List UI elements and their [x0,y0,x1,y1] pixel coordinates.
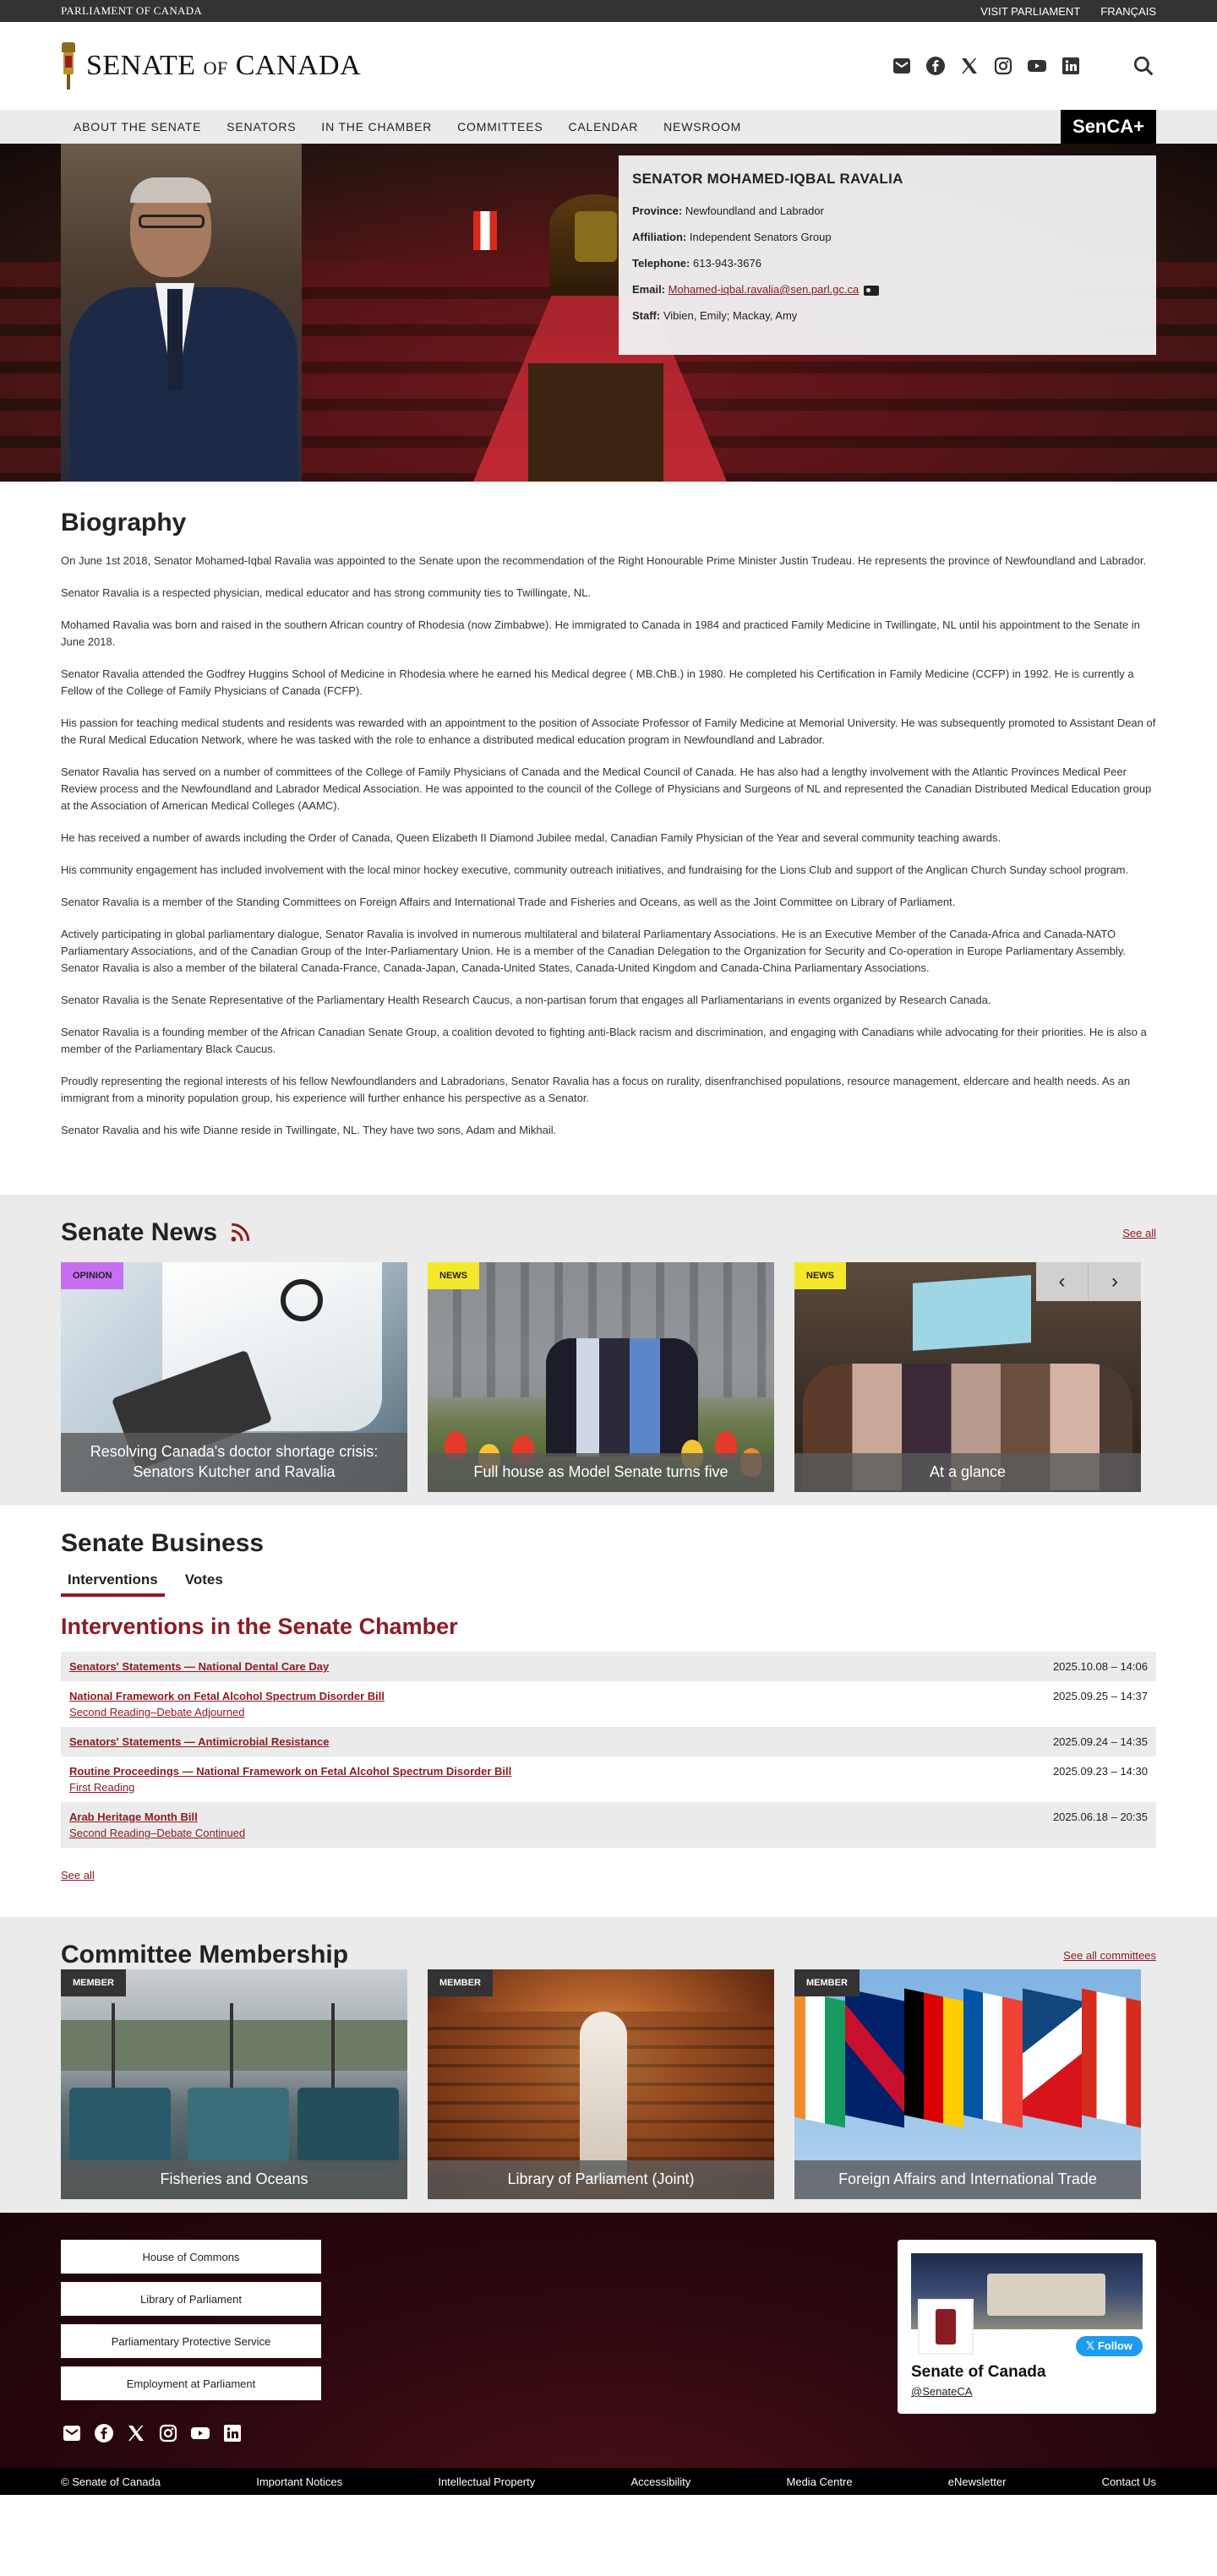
senca-plus-button[interactable]: SenCA+ [1061,110,1156,144]
parliament-label[interactable]: PARLIAMENT OF CANADA [61,4,203,17]
logo-word-senate: SENATE [86,50,196,81]
news-caption: Full house as Model Senate turns five [428,1453,774,1492]
bio-paragraph: Senator Ravalia attended the Godfrey Huggins School of Medicine in Rhodesia where he earned his Medical degree ( MB.ChB.) in 1980. He completed his Certification in Family Medicine (CCFP) in 1992. He is currently a Fellow of the College of Family Physicians of Canada (FCFP). [61,667,1134,697]
carousel-prev-icon[interactable]: ‹ [1036,1262,1089,1301]
logo-word-of: OF [203,57,228,79]
bio-paragraph: Proudly representing the regional interests of his fellow Newfoundlanders and Labradorians, Senator Ravalia has a focus on rurality, disenfranchised populations, resource management, eldercare and health needs. As an immigrant from a minority population group, his experience will further enhance his perspective as a Senator. [61,1075,1131,1104]
news-card[interactable] [428,1262,774,1492]
committee-membership-section [0,1917,1217,2213]
committee-caption: Fisheries and Oceans [61,2160,407,2199]
interventions-see-all-link[interactable]: See all [61,1869,95,1882]
senate-avatar [918,2299,974,2355]
senate-business-section [0,1506,1217,1917]
footer-link-house-of-commons[interactable]: House of Commons [61,2240,321,2274]
news-see-all-link[interactable]: See all [1122,1226,1156,1239]
footer-link-employment[interactable]: Employment at Parliament [61,2366,321,2400]
main-nav [0,110,1217,144]
intervention-link[interactable]: Senators' Statements — Antimicrobial Resistance [69,1735,330,1748]
news-caption: Resolving Canada's doctor shortage crisis: Senators Kutcher and Ravalia [61,1433,407,1492]
twitter-profile-card [898,2240,1156,2414]
senator-affiliation: Affiliation: Independent Senators Group [632,231,832,243]
news-carousel [61,1262,1156,1492]
intervention-date: 2025.09.23 – 14:30 [1052,1765,1148,1778]
chamber-table-image [528,363,663,482]
bio-paragraph: His community engagement has included involvement with the local minor hockey executive, community outreach initiatives, and fundraising for the Lions Club and support of the Anglican Church Sunday school program. [61,863,1129,876]
news-caption: At a glance [794,1453,1141,1492]
news-tag: OPINION [61,1262,123,1289]
intellectual-property-link[interactable]: Intellectual Property [438,2475,536,2488]
youtube-icon[interactable] [1026,55,1048,77]
senator-info-card [619,155,1156,355]
bio-paragraph: Senator Ravalia is a founding member of the African Canadian Senate Group, a coalition devoted to fighting anti-Black racism and discrimination, and engaging with Canadians while advocating for their priorities. He is also a member of the Parliamentary Black Caucus. [61,1026,1147,1055]
interventions-subtitle: Interventions in the Senate Chamber [61,1614,458,1639]
carousel-controls [1036,1262,1141,1301]
senator-name: SENATOR MOHAMED-IQBAL RAVALIA [632,171,903,187]
contact-us-link[interactable]: Contact Us [1101,2475,1156,2488]
twitter-handle-link[interactable]: @SenateCA [911,2385,973,2398]
logo-wordmark [86,50,361,82]
interventions-list [61,1652,1156,1848]
twitter-account-name: Senate of Canada [911,2363,1046,2381]
intervention-stage-link[interactable]: First Reading [69,1781,135,1794]
youtube-icon[interactable] [189,2422,211,2444]
footer-social-icons [61,2422,321,2444]
list-item [61,1756,1156,1802]
committee-caption: Foreign Affairs and International Trade [794,2160,1141,2199]
twitter-follow-button[interactable]: 𝕏 Follow [1076,2336,1143,2356]
tab-interventions[interactable]: Interventions [61,1571,165,1597]
bio-paragraph: Senator Ravalia is a member of the Standing Committees on Foreign Affairs and International Trade and Fisheries and Oceans, as well as the Joint Committee on Library of Parliament. [61,896,956,908]
senate-news-section [0,1195,1217,1506]
parliament-topbar [0,0,1217,22]
email-icon[interactable] [891,55,913,77]
facebook-icon[interactable] [93,2422,115,2444]
social-icons [891,53,1156,79]
intervention-link[interactable]: National Framework on Fetal Alcohol Spectrum Disorder Bill [69,1690,385,1702]
senator-portrait [61,144,302,482]
committee-membership-title: Committee Membership [61,1941,349,1969]
senator-province: Province: Newfoundland and Labrador [632,204,824,217]
carousel-next-icon[interactable]: › [1089,1262,1141,1301]
intervention-date: 2025.09.25 – 14:37 [1052,1690,1148,1702]
intervention-date: 2025.10.08 – 14:06 [1052,1660,1148,1673]
linkedin-icon[interactable] [221,2422,243,2444]
linkedin-icon[interactable] [1060,55,1082,77]
vcard-icon[interactable] [864,286,879,296]
footer-link-library-of-parliament[interactable]: Library of Parliament [61,2282,321,2316]
senate-news-title: Senate News [61,1218,218,1246]
senator-staff: Staff: Vibien, Emily; Mackay, Amy [632,309,798,322]
intervention-link[interactable]: Arab Heritage Month Bill [69,1811,198,1823]
instagram-icon[interactable] [992,55,1014,77]
footer-link-protective-service[interactable]: Parliamentary Protective Service [61,2324,321,2358]
nav-newsroom[interactable]: NEWSROOM [663,120,742,133]
committee-caption: Library of Parliament (Joint) [428,2160,774,2199]
intervention-stage-link[interactable]: Second Reading–Debate Continued [69,1827,246,1839]
bio-paragraph: Senator Ravalia is the Senate Representative of the Parliamentary Health Research Caucus, a non-partisan forum that engages all Parliamentarians in events organized by Research Canada. [61,994,991,1006]
news-card[interactable] [794,1262,1141,1492]
senator-telephone: Telephone: 613-943-3676 [632,257,761,270]
news-tag: NEWS [794,1262,846,1289]
bio-paragraph: On June 1st 2018, Senator Mohamed-Iqbal Ravalia was appointed to the Senate upon the recommendation of the Right Honourable Prime Minister Justin Trudeau. He represents the province of Newfoundland and Labrador. [61,554,1147,567]
member-tag: MEMBER [794,1969,860,1996]
committee-card[interactable] [428,1969,774,2199]
news-tag: NEWS [428,1262,479,1289]
canada-flag-image [473,211,497,250]
x-twitter-icon[interactable] [958,55,980,77]
media-centre-link[interactable]: Media Centre [786,2475,853,2488]
bio-paragraph: Senator Ravalia is a respected physician, medical educator and has strong community ties to Twillingate, NL. [61,586,591,599]
bio-paragraph: Senator Ravalia has served on a number of committees of the College of Family Physicians of Canada and the Medical Council of Canada. He has also had a lengthy involvement with the Atlantic Provinces Medical Peer Review process and the Newfoundland and Labrador Medical Association. He was appointed to the council of the College of Physicians and Surgeons of NL and represented the Canadian Distributed Medical Education group at the Association of American Medical Colleges (AAMC). [61,765,1152,812]
committee-card[interactable] [61,1969,407,2199]
nav-in-the-chamber[interactable]: IN THE CHAMBER [321,120,433,133]
intervention-stage-link[interactable]: Second Reading–Debate Adjourned [69,1706,245,1718]
intervention-link[interactable]: Routine Proceedings — National Framework on Fetal Alcohol Spectrum Disorder Bill [69,1765,512,1778]
list-item [61,1681,1156,1727]
bio-paragraph: Actively participating in global parliamentary dialogue, Senator Ravalia is involved in numerous multilateral and bilateral Parliamentary Associations. He is an Executive Member of the Canada-Africa and Canada-NATO Parliamentary Associations, and of the Canadian Group of the Inter-Parliamentary Union. He is a member of the Canadian Delegation to the Organization for Security and Co-operation in Europe Parliamentary Assembly. Senator Ravalia is also a member of the bilateral Canada-France, Canada-Japan, Canada-United States, Canada-United Kingdom and Canada-China Parliamentary Associations. [61,928,1126,974]
nav-calendar[interactable]: CALENDAR [568,120,639,133]
language-toggle-link[interactable]: FRANÇAIS [1100,4,1156,18]
bio-paragraph: His passion for teaching medical students and residents was rewarded with an appointment to the position of Associate Professor of Family Medicine at Memorial University. He was subsequently promoted to Assistant Dean of the Rural Medical Education Network, where he was tasked with the role to enhance a distributed medical education program in Newfoundland and Labrador. [61,716,1156,746]
committee-card[interactable] [794,1969,1141,2199]
see-all-committees-link[interactable]: See all committees [1063,1948,1156,1962]
footer-links [61,2240,321,2400]
site-footer [0,2213,1217,2468]
senator-email: Email: Mohamed-iqbal.ravalia@sen.parl.gc.ca [632,283,1143,296]
biography-title: Biography [61,509,187,536]
news-card[interactable] [61,1262,407,1492]
senate-business-title: Senate Business [61,1529,265,1557]
legal-bottombar [0,2468,1217,2495]
nav-committees[interactable]: COMMITTEES [457,120,543,133]
search-icon[interactable] [1131,53,1156,79]
member-tag: MEMBER [61,1969,126,1996]
facebook-icon[interactable] [925,55,947,77]
senator-hero [0,144,1217,482]
intervention-date: 2025.06.18 – 20:35 [1052,1811,1148,1823]
copyright-text: © Senate of Canada [61,2475,161,2488]
committee-cards [61,1969,1156,2199]
intervention-link[interactable]: Senators' Statements — National Dental Care Day [69,1660,330,1673]
business-tabs [61,1571,1156,1597]
visit-parliament-link[interactable]: VISIT PARLIAMENT [980,4,1081,18]
member-tag: MEMBER [428,1969,493,1996]
biography-section [0,482,1217,1195]
enewsletter-link[interactable]: eNewsletter [947,2475,1007,2488]
senator-email-link[interactable]: Mohamed-iqbal.ravalia@sen.parl.gc.ca [668,283,860,296]
x-twitter-icon[interactable] [125,2422,147,2444]
intervention-date: 2025.09.24 – 14:35 [1052,1735,1148,1748]
important-notices-link[interactable]: Important Notices [256,2475,343,2488]
nav-senators[interactable]: SENATORS [226,120,297,133]
instagram-icon[interactable] [157,2422,179,2444]
tab-votes[interactable]: Votes [184,1571,223,1588]
logo-word-canada: CANADA [235,50,362,81]
email-icon[interactable] [61,2422,83,2444]
bio-paragraph: Mohamed Ravalia was born and raised in the southern African country of Rhodesia (now Zimbabwe). He immigrated to Canada in 1984 and practiced Family Medicine in Twillingate, NL until his appointment to the Senate in June 2018. [61,618,1140,648]
list-item [61,1727,1156,1756]
bio-paragraph: He has received a number of awards including the Order of Canada, Queen Elizabeth II Diamond Jubilee medal, Canadian Family Physician of the Year and several community teaching awards. [61,831,1001,844]
senate-news-heading [61,1218,251,1247]
senate-logo[interactable] [61,42,361,90]
site-header [0,22,1217,110]
list-item [61,1802,1156,1848]
mace-icon [61,42,76,90]
accessibility-link[interactable]: Accessibility [630,2475,691,2488]
bio-paragraph: Senator Ravalia and his wife Dianne reside in Twillingate, NL. They have two sons, Adam and Mikhail. [61,1124,557,1136]
rss-icon[interactable] [229,1222,251,1244]
list-item [61,1652,1156,1681]
nav-about-the-senate[interactable]: ABOUT THE SENATE [74,120,202,133]
